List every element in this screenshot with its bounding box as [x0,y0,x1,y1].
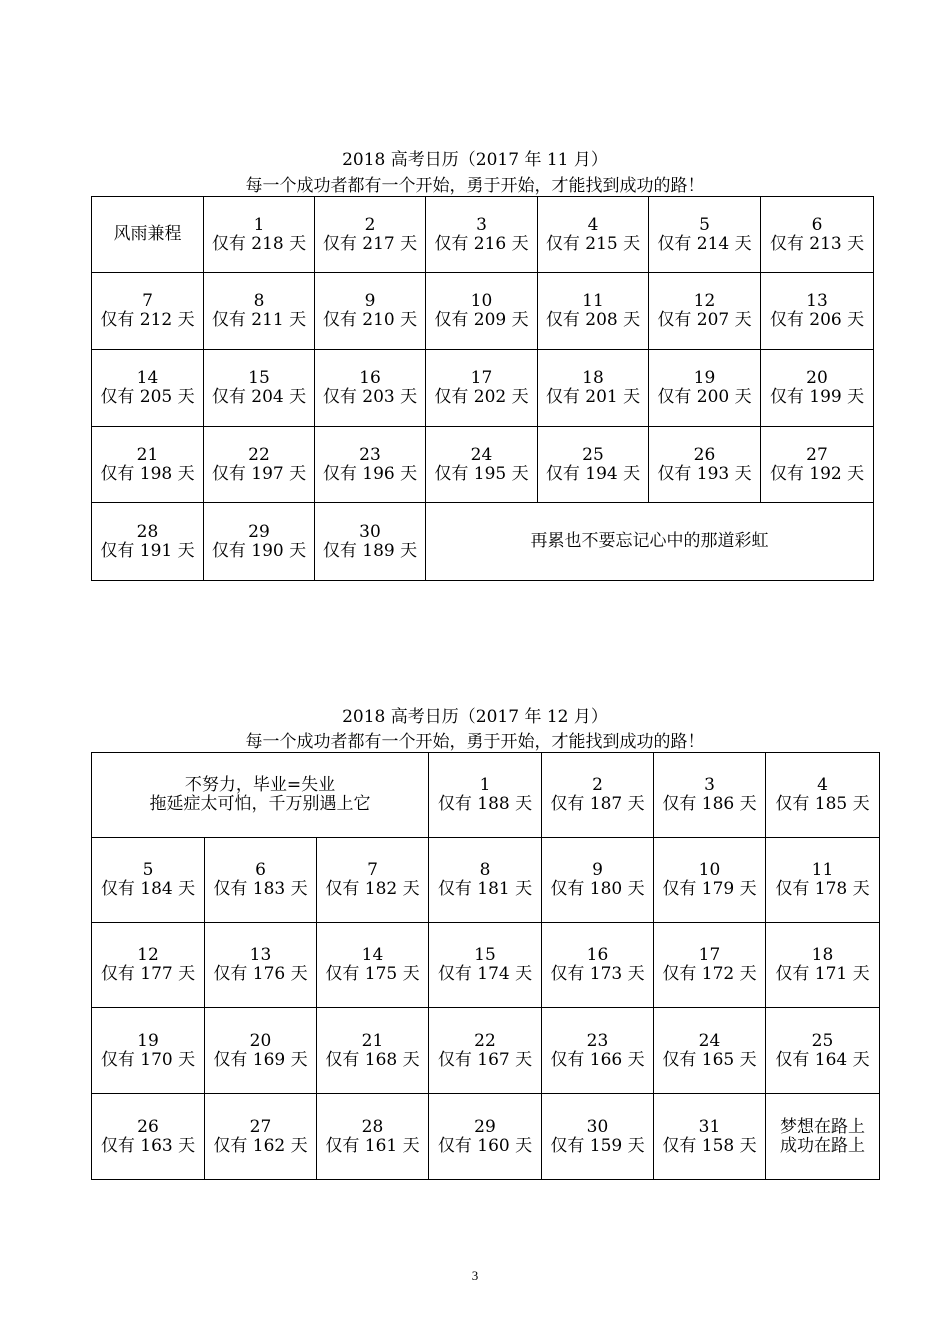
day-number: 4 [817,775,828,795]
days-left: 仅有 162 天 [213,1135,308,1156]
day-number: 16 [586,945,609,965]
day-number: 7 [142,291,153,311]
day-number: 18 [811,945,834,965]
day-cell [654,1094,766,1180]
days-left: 仅有 208 天 [545,310,641,330]
days-left: 仅有 198 天 [100,463,195,484]
day-number: 29 [248,521,270,542]
day-cell [538,197,649,273]
days-left: 仅有 193 天 [657,463,752,484]
day-number: 10 [470,291,493,311]
day-number: 3 [704,775,715,795]
days-left: 仅有 215 天 [545,233,641,254]
intro-cell [92,753,429,838]
days-left: 仅有 178 天 [775,879,870,899]
day-cell [542,1094,654,1180]
days-left: 仅有 205 天 [100,387,195,407]
days-left: 仅有 197 天 [211,463,307,484]
days-left: 仅有 218 天 [211,233,307,254]
days-left: 仅有 187 天 [550,794,645,814]
day-cell [654,838,766,923]
day-cell [542,838,654,923]
day-cell [766,838,880,923]
day-number: 25 [582,444,604,465]
day-cell [538,427,649,503]
day-number: 28 [361,1116,384,1137]
days-left: 仅有 202 天 [434,387,529,407]
day-number: 10 [698,860,721,880]
day-number: 11 [811,860,834,880]
days-left: 仅有 176 天 [213,964,308,984]
outro-cell [766,1094,880,1180]
days-left: 仅有 173 天 [550,964,645,984]
intro-text-line2: 拖延症太可怕，千万别遇上它 [149,794,371,814]
december-subtitle: 每一个成功者都有一个开始，勇于开始，才能找到成功的路！ [245,732,705,752]
day-cell [766,923,880,1008]
day-number: 1 [479,775,491,795]
day-cell [654,1008,766,1094]
day-cell [92,350,204,427]
day-number: 9 [364,291,376,311]
day-cell [766,753,880,838]
day-cell [654,753,766,838]
days-left: 仅有 201 天 [545,387,641,407]
day-cell [317,923,429,1008]
day-cell [649,350,761,427]
day-cell [317,1094,429,1180]
day-cell [426,273,538,350]
days-left: 仅有 191 天 [100,540,195,561]
intro-cell [92,197,204,273]
day-number: 2 [364,214,376,235]
day-cell [654,923,766,1008]
day-number: 12 [137,945,159,965]
day-number: 29 [474,1116,496,1137]
days-left: 仅有 189 天 [322,540,418,561]
days-left: 仅有 158 天 [662,1135,757,1156]
day-number: 26 [137,1116,159,1137]
calendar-week-row [92,753,880,838]
days-left: 仅有 166 天 [550,1049,645,1070]
day-cell [649,197,761,273]
days-left: 仅有 177 天 [100,964,196,984]
day-number: 21 [136,444,159,465]
outro-cell [426,503,874,581]
day-cell [204,197,315,273]
days-left: 仅有 160 天 [437,1135,533,1156]
days-left: 仅有 171 天 [775,964,870,984]
days-left: 仅有 192 天 [769,463,865,484]
day-cell [315,427,426,503]
days-left: 仅有 161 天 [325,1135,420,1156]
day-cell [315,273,426,350]
days-left: 仅有 199 天 [769,387,865,407]
calendar-week-row [92,1008,880,1094]
day-cell [761,427,874,503]
day-number: 21 [361,1030,384,1051]
days-left: 仅有 168 天 [325,1049,420,1070]
days-left: 仅有 195 天 [434,463,529,484]
days-left: 仅有 212 天 [100,310,195,330]
days-left: 仅有 206 天 [769,310,865,330]
day-number: 1 [253,214,265,235]
day-cell [205,1008,317,1094]
days-left: 仅有 186 天 [662,794,757,814]
day-cell [92,1008,205,1094]
days-left: 仅有 175 天 [325,964,420,984]
day-number: 8 [253,291,265,311]
day-cell [542,923,654,1008]
day-cell [542,1008,654,1094]
day-cell [542,753,654,838]
day-cell [649,427,761,503]
days-left: 仅有 194 天 [545,463,641,484]
days-left: 仅有 200 天 [657,387,752,407]
day-number: 30 [359,521,381,542]
day-number: 6 [811,214,823,235]
day-cell [429,1008,542,1094]
day-number: 17 [470,368,493,388]
december-title: 2018 高考日历（2017 年 12 月） [342,707,608,727]
days-left: 仅有 210 天 [322,310,418,330]
day-cell [92,503,204,581]
days-left: 仅有 184 天 [100,879,196,899]
days-left: 仅有 179 天 [662,879,757,899]
calendar-week-row [92,350,874,427]
calendar-week-row [92,197,874,273]
days-left: 仅有 209 天 [434,310,529,330]
days-left: 仅有 207 天 [657,310,752,330]
day-cell [92,1094,205,1180]
day-cell [315,503,426,581]
days-left: 仅有 204 天 [211,387,307,407]
intro-text-line1: 不努力，毕业=失业 [184,775,336,795]
day-cell [426,427,538,503]
day-cell [538,273,649,350]
day-number: 19 [693,368,716,388]
days-left: 仅有 170 天 [100,1049,196,1070]
days-left: 仅有 164 天 [775,1049,870,1070]
november-subtitle: 每一个成功者都有一个开始，勇于开始，才能找到成功的路！ [245,176,705,196]
day-cell [92,273,204,350]
day-number: 12 [693,291,716,311]
day-cell [315,350,426,427]
day-cell [204,503,315,581]
day-cell [204,427,315,503]
day-number: 15 [474,945,496,965]
day-number: 23 [359,444,381,465]
days-left: 仅有 196 天 [322,463,418,484]
day-number: 24 [470,444,493,465]
november-title: 2018 高考日历（2017 年 11 月） [342,150,608,170]
page-number: 3 [471,1268,479,1283]
day-number: 23 [586,1030,609,1051]
day-number: 6 [255,860,266,880]
day-cell [761,197,874,273]
day-number: 9 [592,860,603,880]
december-calendar-table [91,752,880,1180]
day-cell [429,923,542,1008]
november-calendar-table [91,196,874,581]
calendar-week-row [92,503,874,581]
day-number: 25 [811,1030,834,1051]
days-left: 仅有 183 天 [213,879,308,899]
day-cell [761,273,874,350]
outro-text: 再累也不要忘记心中的那道彩虹 [530,531,769,551]
day-cell [92,427,204,503]
calendar-week-row [92,838,880,923]
day-cell [92,923,205,1008]
days-left: 仅有 213 天 [769,233,865,254]
day-cell [205,1094,317,1180]
days-left: 仅有 185 天 [775,794,870,814]
calendar-week-row [92,273,874,350]
day-number: 17 [698,945,721,965]
day-cell [92,838,205,923]
day-cell [204,350,315,427]
calendar-week-row [92,427,874,503]
day-cell [649,273,761,350]
day-cell [429,1094,542,1180]
day-cell [205,923,317,1008]
days-left: 仅有 214 天 [657,233,752,254]
day-cell [429,838,542,923]
days-left: 仅有 190 天 [211,540,307,561]
day-number: 27 [249,1116,272,1137]
day-number: 11 [582,291,604,311]
day-number: 28 [136,521,159,542]
day-cell [317,1008,429,1094]
day-cell [204,273,315,350]
day-cell [429,753,542,838]
days-left: 仅有 203 天 [322,387,418,407]
day-number: 14 [361,945,384,965]
calendar-week-row [92,923,880,1008]
day-number: 30 [586,1116,609,1137]
day-number: 14 [136,368,159,388]
days-left: 仅有 216 天 [434,233,529,254]
day-number: 4 [587,214,599,235]
days-left: 仅有 169 天 [213,1049,308,1070]
day-number: 19 [137,1030,159,1051]
days-left: 仅有 217 天 [322,233,418,254]
day-cell [538,350,649,427]
outro-text: 梦想在路上成功在路上 [780,1116,865,1156]
days-left: 仅有 163 天 [100,1135,196,1156]
days-left: 仅有 211 天 [211,310,307,330]
day-cell [315,197,426,273]
days-left: 仅有 159 天 [550,1135,645,1156]
day-cell [766,1008,880,1094]
intro-text: 风雨兼程 [113,224,182,244]
day-number: 31 [698,1116,721,1137]
day-number: 20 [249,1030,272,1051]
days-left: 仅有 174 天 [437,964,533,984]
day-number: 18 [582,368,604,388]
day-number: 20 [806,368,828,388]
day-number: 24 [698,1030,721,1051]
days-left: 仅有 165 天 [662,1049,757,1070]
day-number: 22 [248,444,270,465]
day-cell [761,350,874,427]
day-number: 13 [249,945,272,965]
calendar-week-row [92,1094,880,1180]
day-number: 15 [248,368,270,388]
day-number: 3 [476,214,487,235]
day-number: 16 [359,368,381,388]
day-cell [205,838,317,923]
days-left: 仅有 180 天 [550,879,645,899]
day-number: 5 [142,860,154,880]
day-cell [317,838,429,923]
day-number: 8 [479,860,491,880]
day-number: 22 [474,1030,496,1051]
day-number: 7 [367,860,378,880]
day-cell [426,350,538,427]
days-left: 仅有 181 天 [437,879,533,899]
days-left: 仅有 182 天 [325,879,420,899]
days-left: 仅有 167 天 [437,1049,533,1070]
days-left: 仅有 188 天 [437,794,533,814]
days-left: 仅有 172 天 [662,964,757,984]
day-number: 2 [592,775,603,795]
day-cell [426,197,538,273]
day-number: 27 [806,444,828,465]
day-number: 13 [806,291,828,311]
day-number: 26 [693,444,716,465]
day-number: 5 [699,214,710,235]
